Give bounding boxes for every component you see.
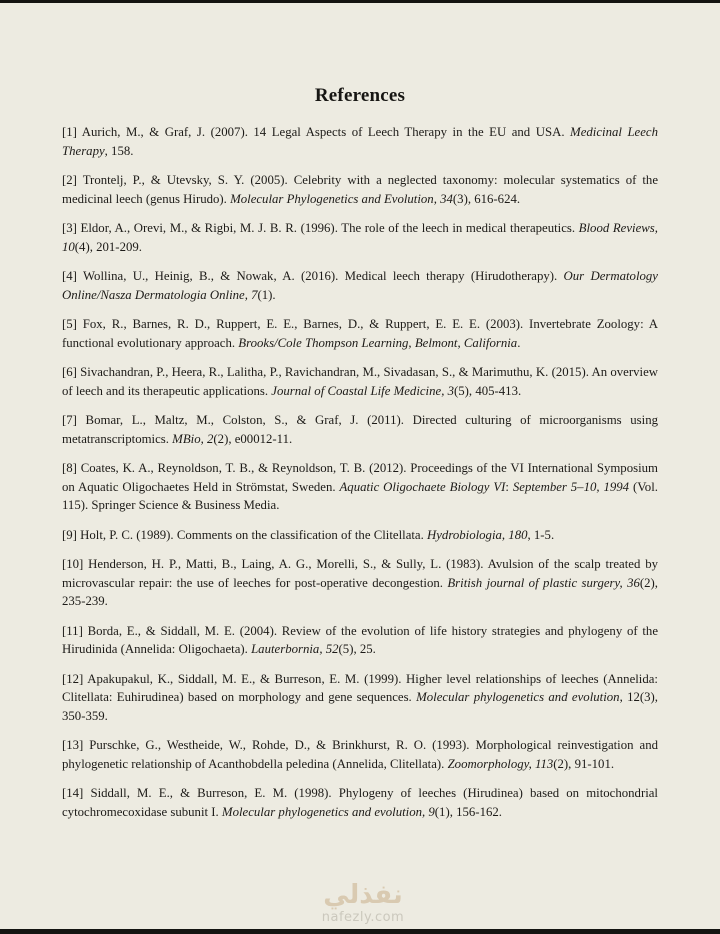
reference-text: [5] Fox, R., Barnes, R. D., Ruppert, E. E., Barnes, D., & Ruppert, E. E. E. (2003). Invertebrate Zoology: A functional evolutionary approach. [62,317,658,350]
reference-journal-italic: Blood Reviews, 10 [62,221,658,254]
reference-text: , 12(3), 350-359. [62,690,659,723]
page-title: References [314,85,406,106]
reference-text: (2), e00012-11. [213,431,293,446]
reference-text: [8] Coates, K. A., Reynoldson, T. B., & Reynoldson, T. B. (2012). Proceedings of the VI International Symposium on Aquatic Oligochaetes Held in Strömstat, Sweden. [62,461,658,494]
reference-journal-italic: Our Dermatology Online/Nasza Dermatologia Online, 7 [62,269,658,302]
reference-item [62,459,658,515]
reference-journal-italic: Medicinal Leech Therapy [62,125,658,158]
reference-text: [1] Aurich, M., & Graf, J. (2007). 14 Legal Aspects of Leech Therapy in the EU and USA. [62,125,571,139]
reference-journal-italic: Lauterbornia, 52 [251,642,339,656]
reference-journal-italic: Brooks/Cole Thompson Learning, Belmont, California [238,335,518,350]
reference-text: [10] Henderson, H. P., Matti, B., Laing, A. G., Morelli, S., & Sully, L. (1983). Avulsion of the scalp treated by microvascular repair: the use of leeches for post-operative decongestion. [62,557,658,590]
reference-text: (4), 201-209. [74,239,142,254]
scan-edge-bottom [0,929,720,934]
reference-text: [11] Borda, E., & Siddall, M. E. (2004). Review of the evolution of life history strategies and phylogeny of the Hirudinida (Annelida: Oligochaeta). [62,623,658,656]
reference-text: [7] Bomar, L., Maltz, M., Colston, S., & Graf, J. (2011). Directed culturing of microorganisms using metatranscriptomics. [62,413,658,446]
reference-journal-italic: Zoomorphology, 113 [447,756,554,771]
reference-journal-italic: September 5–10, 1994 [512,479,630,494]
reference-text: [4] Wollina, U., Heinig, B., & Nowak, A. (2016). Medical leech therapy (Hirudotherapy). [62,269,564,283]
reference-item [62,363,658,400]
reference-text: [2] Trontelj, P., & Utevsky, S. Y. (2005). Celebrity with a neglected taxonomy: molecular systematics of the medicinal leech (genus Hirudo). [62,173,658,206]
reference-item [62,267,658,304]
reference-journal-italic: Molecular phylogenetics and evolution, 9 [221,804,435,819]
reference-text: [6] Sivachandran, P., Heera, R., Lalitha, P., Ravichandran, M., Sivadasan, S., & Marimuthu, K. (2015). An overview of leech and its therapeutic applications. [62,365,658,398]
references-list [62,123,658,821]
reference-text: (3), 616-624. [452,191,521,206]
watermark-domain-text: nafezly.com [321,910,405,925]
reference-text: (1). [257,287,276,302]
reference-text: (5), 25. [338,642,376,656]
reference-item [62,123,658,160]
reference-text: . [517,335,521,350]
reference-item [62,315,658,352]
reference-journal-italic: Hydrobiologia, 180 [427,527,528,542]
reference-text: [12] Apakupakul, K., Siddall, M. E., & Burreson, E. M. (1999). Higher level relationships of leeches (Annelida: Clitellata: Euhirudinea) based on morphology and gene sequences. [62,671,658,704]
reference-journal-italic: Molecular phylogenetics and evolution [416,690,620,704]
reference-text: , 158. [104,143,134,158]
reference-text: [3] Eldor, A., Orevi, M., & Rigbi, M. J. B. R. (1996). The role of the leech in medical therapeutics. [62,221,579,235]
watermark-arabic-logo: نفذلي [323,880,403,910]
reference-item [62,622,658,659]
reference-item [62,784,658,821]
reference-journal-italic: Journal of Coastal Life Medicine, 3 [271,383,454,398]
reference-item [62,219,658,256]
reference-item [62,171,658,208]
reference-journal-italic: MBio, 2 [172,431,214,446]
reference-journal-italic: Molecular Phylogenetics and Evolution, 34 [230,191,453,206]
reference-item [62,670,658,726]
reference-text: (2), 91-101. [553,756,615,771]
reference-item [62,411,658,448]
reference-text: [14] Siddall, M. E., & Burreson, E. M. (1998). Phylogeny of leeches (Hirudinea) based on mitochondrial cytochromecoxidase subunit I. [62,786,658,819]
reference-text: (5), 405-413. [454,383,522,398]
reference-text: , 1-5. [527,527,555,542]
reference-text: (Vol. 115). Springer Science & Business Media. [62,479,658,512]
reference-item [62,526,658,545]
reference-text: [13] Purschke, G., Westheide, W., Rohde, D., & Brinkhurst, R. O. (1993). Morphological reinvestigation and phylogenetic relationship of Acanthobdella peledina (Annelida, Clitellata). [62,738,658,771]
reference-text: (2), 235-239. [62,575,658,608]
reference-item [62,736,658,773]
reference-text: [9] Holt, P. C. (1989). Comments on the classification of the Clitellata. [62,527,428,542]
reference-journal-italic: British journal of plastic surgery, 36 [447,575,640,590]
watermark [308,880,418,925]
scan-edge-top [0,0,720,3]
reference-item [62,555,658,611]
reference-text: : [505,479,513,494]
reference-journal-italic: Aquatic Oligochaete Biology VI [339,479,506,494]
reference-text: (1), 156-162. [434,804,502,819]
